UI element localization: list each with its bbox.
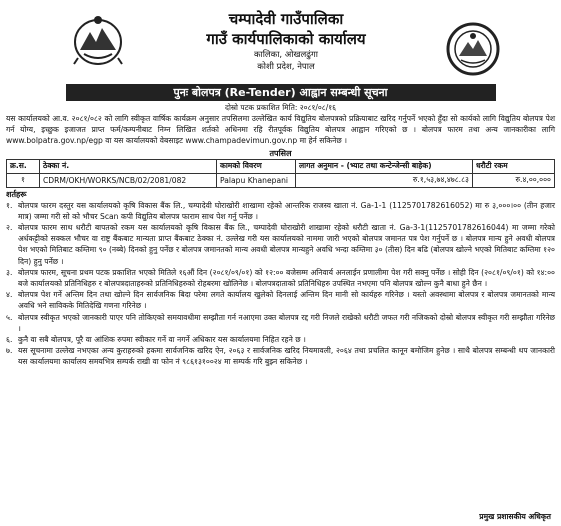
condition-text: कुनै वा सबै बोलपत्र, पूरै वा आंशिक रुपमा स्वीकार गर्ने वा नगर्ने अधिकार यस कार्यालयमा निहित रहने छ । [18, 335, 306, 345]
condition-number: ६. [6, 335, 13, 345]
col-serial: क्र.स. [7, 159, 40, 173]
condition-text: बोलपत्र पेश गर्ने अन्तिम दिन तथा खोल्ने दिन सार्वजनिक बिदा परेमा लगते कार्यालय खुलेको दिनलाई अन्तिम दिन मानी सो कार्यहरु गरिनेछ । यस्तो अवस्थामा बोलपत्र र बोलपत्र जमानतको मान्य अवधि भने साविकके मितिदेखि गणना गरिनेछ । [18, 290, 555, 311]
office-name: गाउँ कार्यपालिकाको कार्यालय [206, 30, 366, 48]
condition-item [6, 345, 555, 367]
col-work-description: कामको विवरण [217, 159, 296, 173]
address-line-1: कालिका, ओखलढुंगा [253, 50, 318, 60]
header-text [156, 10, 416, 73]
cell-work-description: Palapu Khanepani [217, 173, 296, 187]
col-cost-estimate: लागत अनुमान - (भ्याट तथा कन्टेन्जेन्सी बाहेक) [296, 159, 473, 173]
condition-item [6, 222, 555, 267]
condition-text: बोलपत्र फारम, सूचना प्रथम पटक प्रकाशित भएको मितिले १६औं दिन (२०८१/०९/०१) को १२:०० बजेसम्म अनिवार्य अनलाईन प्रणालीमा पेश गरी सक्नु पर्नेछ । सोही दिन (२०८१/०९/०१) को १४:०० बजे कार्यालयको प्रतिनिधिहरु र बोलपत्रदाताहरुको प्रतिनिधिहरुको रोहबरमा खोलिनेछ । बोलपत्रदाताको प्रतिनिधिहरु उपस्थित नभएमा पनि बोलपत्र खोल्न कुनै बाधा हुने छैन । [18, 267, 555, 289]
details-section-title: तपसिल [269, 148, 292, 158]
address-line-2: कोशी प्रदेश, नेपाल [257, 62, 315, 72]
condition-text: यस सूचनामा उल्लेख नभएका अन्य कुराहरुको हकमा सार्वजनिक खरिद ऐन, २०६३ र सार्वजनिक खरिद नियमावली, २०६४ तथा प्रचलित कानून बमोजिम हुनेछ । साथै बोलपत्र सम्बन्धी थप जानकारी यस कार्यालयमा कार्यालय समयभित्र सम्पर्क राखी वा फोन नं ९८६१३१००२४ मा सम्पर्क गरि बुझ्न सकिनेछ । [18, 346, 555, 367]
condition-number: १. [6, 200, 13, 210]
condition-text: बोलपत्र स्वीकृत भएको जानकारी पाएर पनि तोकिएको समयावधीमा सम्झौता गर्न नआएमा उक्त बोलपत्र रद्द गरी निजले राखेको धरौटी जफत गरी नजिकको दोस्रो बोलपत्र स्वीकृत गरी सम्झौता गरिनेछ । [18, 312, 555, 333]
notice-title-banner: पुनः बोलपत्र (Re-Tender) आह्वान सम्बन्धी सूचना [66, 84, 496, 101]
table-row [7, 173, 555, 187]
condition-number: ३. [6, 267, 13, 277]
cell-bid-security: रु.४,००,००० [473, 173, 555, 187]
col-bid-security: धरौटी रकम [473, 159, 555, 173]
condition-number: ७. [6, 346, 13, 356]
municipality-name: चम्पादेवी गाउँपालिका [228, 10, 344, 28]
cell-serial: १ [7, 173, 40, 187]
condition-number: ५. [6, 312, 13, 322]
col-contract-no: ठेक्का नं. [40, 159, 217, 173]
letterhead [6, 4, 555, 82]
municipality-logo-icon [446, 22, 500, 76]
intro-paragraph: यस कार्यालयको आ.व. २०८१/०८२ को लागि स्वीकृत वार्षिक कार्यक्रम अनुसार तपसिलमा उल्लेखित कार्य विद्युतिय बोलपत्रको प्रक्रियाबाट खरिद गर्नुपर्ने भएको हुँदा सो कार्यको लागि विद्युतिय बोलपत्र पेश गर्न योग्य, इच्छुक इजाजत प्राप्त फर्म/कम्पनीबाट निम्न लिखित शर्तको अधिनमा रहि रीतपूर्वक विद्युतिय बोलपत्र आह्वान गरिएको छ । बोलपत्र फारम तथा अन्य जानकारीका लागि www.bolpatra.gov.np/egp वा यस कार्यालयको वेबसाइट www.champadevimun.gov.np मा हेर्न सकिनेछ । [6, 114, 555, 146]
publication-date: दोस्रो पटक प्रकाशित मिति: २०८१/०८/१६ [224, 103, 337, 112]
condition-item [6, 200, 555, 222]
conditions-title: शर्तहरू [6, 189, 27, 199]
tender-table [6, 159, 555, 188]
condition-item [6, 289, 555, 311]
cell-cost-estimate: रु.१,५३,७४,४७८.८३ [296, 173, 473, 187]
condition-item [6, 312, 555, 334]
cell-contract-no: CDRM/OKH/WORKS/NCB/02/2081/082 [40, 173, 217, 187]
condition-number: ४. [6, 290, 13, 300]
condition-number: २. [6, 223, 13, 233]
condition-item [6, 267, 555, 289]
condition-item [6, 334, 555, 345]
condition-text: बोलपत्र फारम दस्तुर यस कार्यालयको कृषि विकास बैंक लि., चम्पादेवी घोराखोरी शाखामा रहेको आन्तरिक राजस्व खाता नं. Ga-1-1 (1125701782616052) मा रु ३,०००।०० (तीन हजार मात्र) जम्मा गरी सो को भौचर Scan कपी विद्युतिय बोलपत्र फाराम साथ पेश गर्नु पर्नेछ । [18, 200, 555, 221]
nepal-emblem-icon [72, 14, 124, 68]
condition-text: बोलपत्र फारम साथ धरौटी बापतको रकम यस कार्यालयको कृषि विकास बैंक लि., चम्पादेवी घोराखोरी शाखामा रहेको धरौटी खाता नं. Ga-3-1(1125701782616044) मा जम्मा गरेको अर्धकट्टीको सक्कल भौचर वा राष्ट्र बैंकबाट मान्यता प्राप्त बैंकबाट ठेक्का नं. उल्लेख गरी यस कार्यालयको नाममा जारी भएको बोलपत्र जमानत पत्र पेश गर्नुपर्ने छ । बोलपत्र मान्य हुने अवधी बोलपत्र पेश भएको मितिबाट कम्तिमा ९० (नब्बे) दिनको हुनु पर्नेछ र बोलपत्र जमानतको मान्य अवधी बोलपत्र मान्यहुने अवधि भन्दा कम्तिमा ३० (तीस) दिन बढि (बोलपत्र खोल्ने भएको मितिबाट कम्तिमा १२० दिन) हुनु पर्नेछ । [18, 223, 555, 266]
table-header-row [7, 159, 555, 173]
signatory-title: प्रमुख प्रशासकीय अधिकृत [479, 512, 551, 521]
conditions-list [6, 200, 555, 368]
